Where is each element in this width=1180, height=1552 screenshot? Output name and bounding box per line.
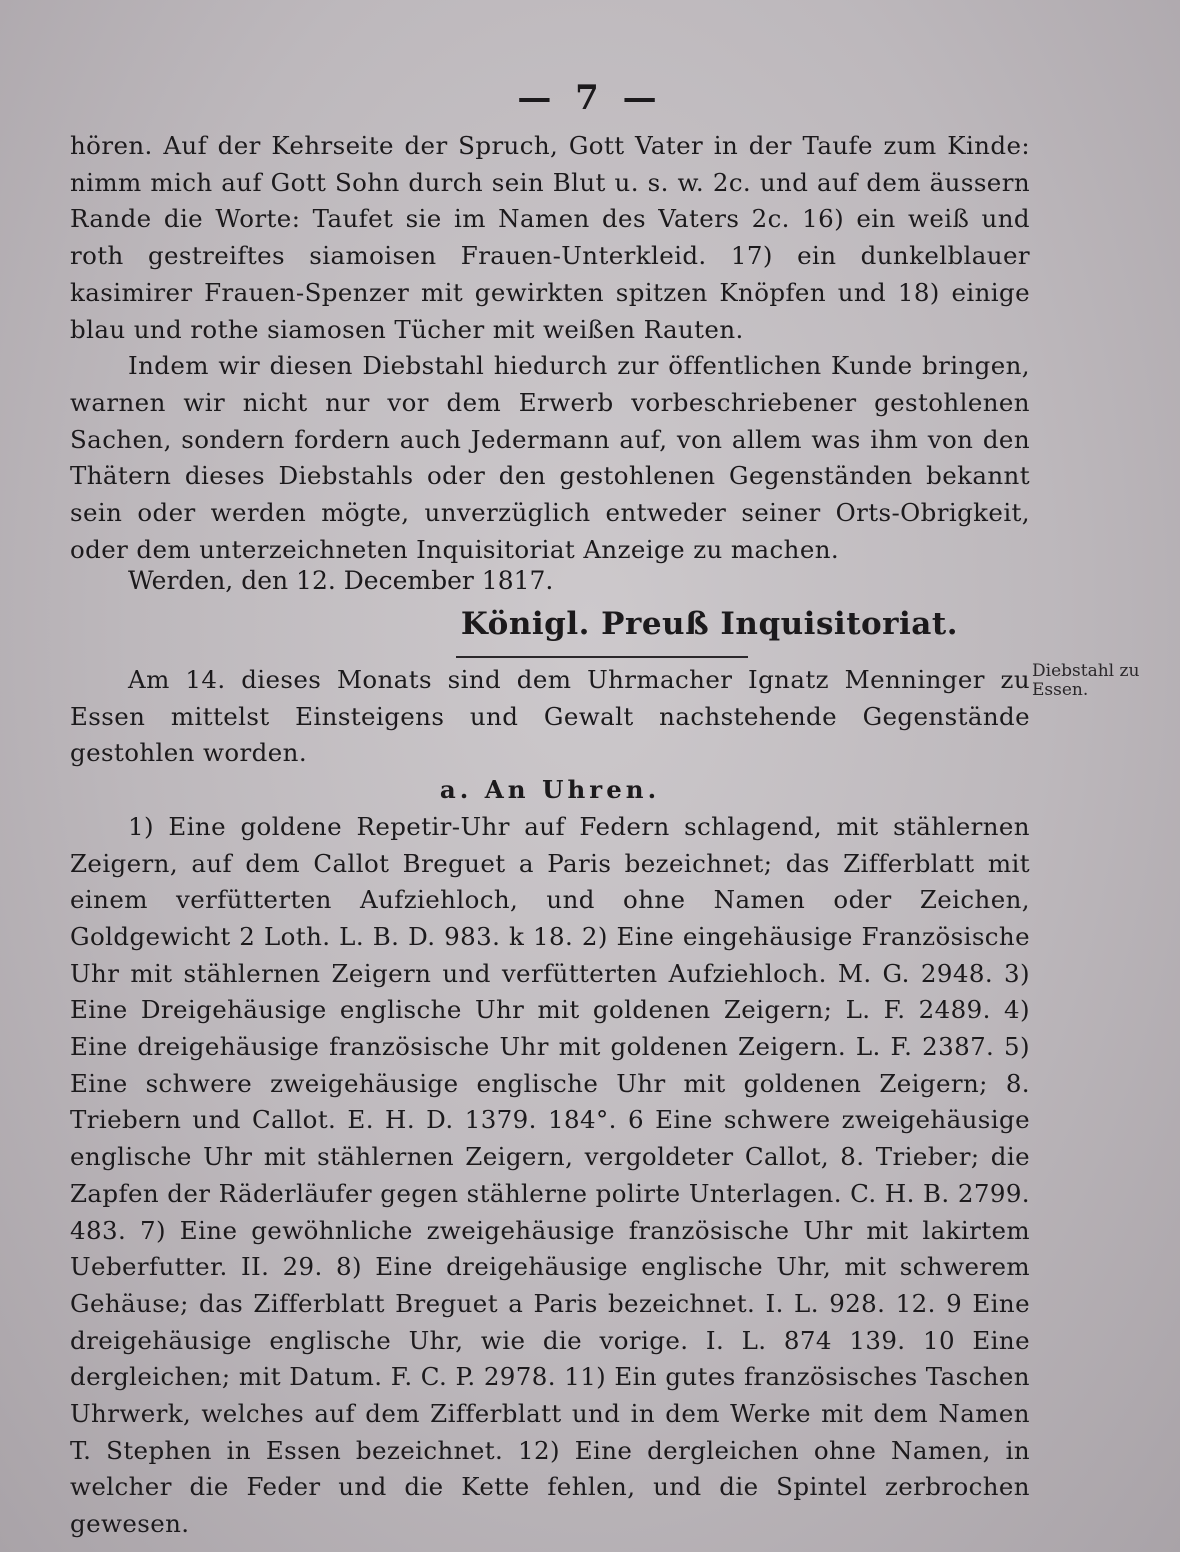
margin-note: Diebstahl zu Essen. xyxy=(1032,661,1140,700)
paragraph-continuation: hören. Auf der Kehrseite der Spruch, Gott Vater in der Taufe zum Kinde: nimm mich auf Gott Sohn durch sein Blut u. s. w. 2c. und auf dem äussern Rande die Worte: Taufet sie im Namen des Vaters 2c. 16) ein weiß und roth gestreiftes siamoisen Frauen-Unterkleid. 17) ein dunkelblauer kasimirer Frauen-Spenzer mit gewirkten spitzen Knöpfen und 18) einige blau und rothe siamosen Tücher mit weißen Rauten. xyxy=(70,131,1030,344)
section-heading: a. An Uhren. xyxy=(439,775,661,805)
signature: Königl. Preuß Inquisitoriat. xyxy=(460,606,958,642)
section-divider xyxy=(456,656,748,658)
notice-text-2 xyxy=(70,662,1030,1543)
notice-text-1 xyxy=(70,128,1030,568)
paragraph-theft-report: Am 14. dieses Monats sind dem Uhrmacher Ignatz Menninger zu Essen mittelst Einsteigens und Gewalt nachstehende Gegenstände gestohlen worden. xyxy=(70,665,1030,768)
paragraph-warning: Indem wir diesen Diebstahl hiedurch zur öffentlichen Kunde bringen, warnen wir nicht nur vor dem Erwerb vorbeschriebener gestohlenen Sachen, sondern fordern auch Jedermann auf, von allem was ihm von den Thätern dieses Diebstahls oder den gestohlenen Gegenständen bekannt sein oder werden mögte, unverzüglich entweder seiner Orts-Obrigkeit, oder dem unterzeichneten Inquisitoriat Anzeige zu machen. xyxy=(70,351,1030,564)
paragraph-watch-list: 1) Eine goldene Repetir-Uhr auf Federn schlagend, mit stählernen Zeigern, auf dem Callot Breguet a Paris bezeichnet; das Zifferblatt mit einem verfütterten Aufziehloch, und ohne Namen oder Zeichen, Goldgewicht 2 Loth. L. B. D. 983. k 18. 2) Eine eingehäusige Französische Uhr mit stählernen Zeigern und verfütterten Aufziehloch. M. G. 2948. 3) Eine Dreigehäusige englische Uhr mit goldenen Zeigern; L. F. 2489. 4) Eine dreigehäusige französische Uhr mit goldenen Zeigern. L. F. 2387. 5) Eine schwere zweigehäusige englische Uhr mit goldenen Zeigern; 8. Triebern und Callot. E. H. D. 1379. 184°. 6 Eine schwere zweigehäusige englische Uhr mit stählernen Zeigern, vergoldeter Callot, 8. Trieber; die Zapfen der Räderläufer gegen stählerne polirte Unterlagen. C. H. B. 2799. 483. 7) Eine gewöhnliche zweigehäusige französische Uhr mit lakirtem Ueberfutter. II. 29. 8) Eine dreigehäusige englische Uhr, mit schwerem Gehäuse; das Zifferblatt Breguet a Paris bezeichnet. I. L. 928. 12. 9 Eine dreigehäusige englische Uhr, wie die vorige. I. L. 874 139. 10 Eine dergleichen; mit Datum. F. C. P. 2978. 11) Ein gutes französisches Taschen Uhrwerk, welches auf dem Zifferblatt und in dem Werke mit dem Namen T. Stephen in Essen bezeichnet. 12) Eine dergleichen ohne Namen, in welcher die Feder und die Kette fehlen, und die Spintel zerbrochen gewesen. xyxy=(70,811,1030,1539)
page-number: — 7 — xyxy=(517,78,663,118)
place-date: Werden, den 12. December 1817. xyxy=(128,566,554,595)
